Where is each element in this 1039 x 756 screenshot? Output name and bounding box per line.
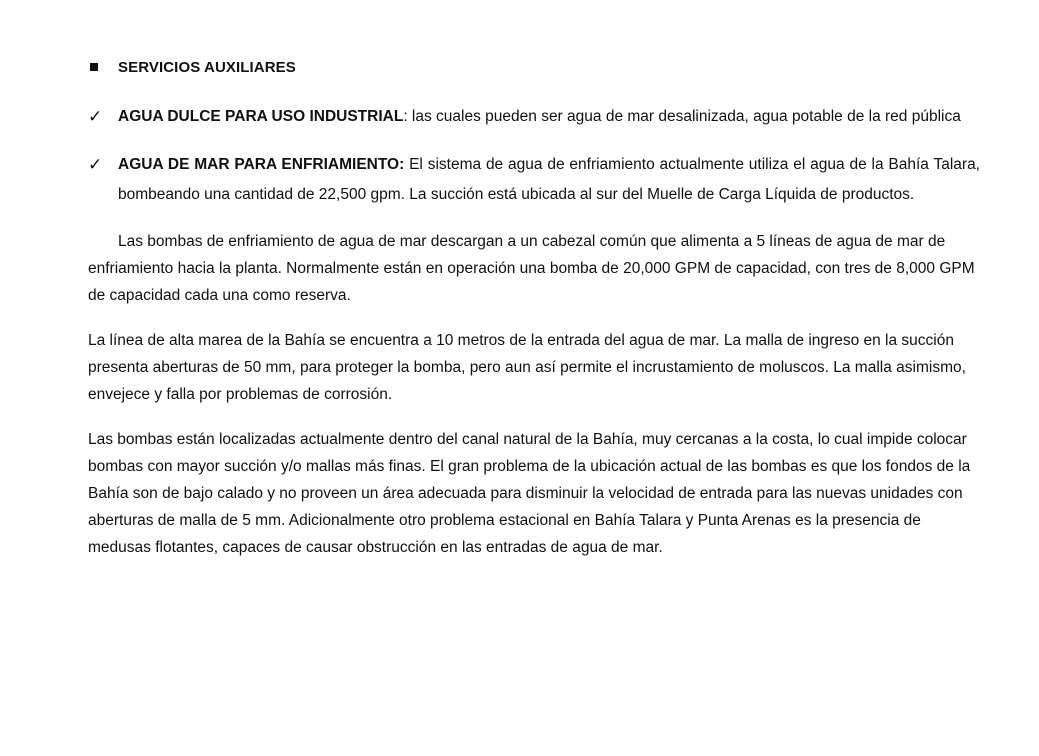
body-paragraph: Las bombas están localizadas actualmente dentro del canal natural de la Bahía, muy cercanas a la costa, lo cual impide colocar bombas con mayor succión y/o mallas más finas. El gran problema de la ubicación actual de las bombas es que los fondos de la Bahía son de bajo calado y no proveen un área adecuada para disminuir la velocidad de entrada para las nuevas unidades con aberturas de malla de 5 mm. Adicionalmente otro problema estacional en Bahía Talara y Punta Arenas es la presencia de medusas flotantes, capaces de causar obstrucción en las entradas de agua de mar. (88, 431, 971, 556)
section-heading-row (88, 54, 980, 80)
body-paragraph: Las bombas de enfriamiento de agua de mar descargan a un cabezal común que alimenta a 5 líneas de agua de mar de enfriamiento hacia la planta. Normalmente están en operación una bomba de 20,000 GPM de capacidad, con tres de 8,000 GPM de capacidad cada una como reserva. (88, 233, 975, 304)
list-item-text (118, 102, 980, 132)
list-item-title: AGUA DULCE PARA USO INDUSTRIAL (118, 108, 404, 125)
body-paragraph: La línea de alta marea de la Bahía se encuentra a 10 metros de la entrada del agua de mar. La malla de ingreso en la succión presenta aberturas de 50 mm, para proteger la bomba, pero aun así permite el incrustamiento de moluscos. La malla asimismo, envejece y falla por problemas de corrosión. (88, 332, 966, 403)
list-item (88, 150, 980, 210)
document-page (88, 54, 980, 579)
list-item-text (118, 150, 980, 210)
list-item-separator: : (403, 108, 408, 125)
section-heading: SERVICIOS AUXILIARES (118, 58, 296, 76)
list-item (88, 102, 980, 132)
list-item-title: AGUA DE MAR PARA ENFRIAMIENTO: (118, 156, 405, 173)
list-item-body: El sistema de agua de enfriamiento actualmente utiliza el agua de la Bahía Talara, bombeando una cantidad de 22,500 gpm. La succión está ubicada al sur del Muelle de Carga Líquida de productos. (118, 156, 980, 203)
check-mark-icon: ✓ (88, 155, 103, 174)
list-item-body: las cuales pueden ser agua de mar desalinizada, agua potable de la red pública (407, 108, 961, 125)
square-bullet-icon (90, 63, 98, 71)
check-mark-icon: ✓ (88, 107, 103, 126)
